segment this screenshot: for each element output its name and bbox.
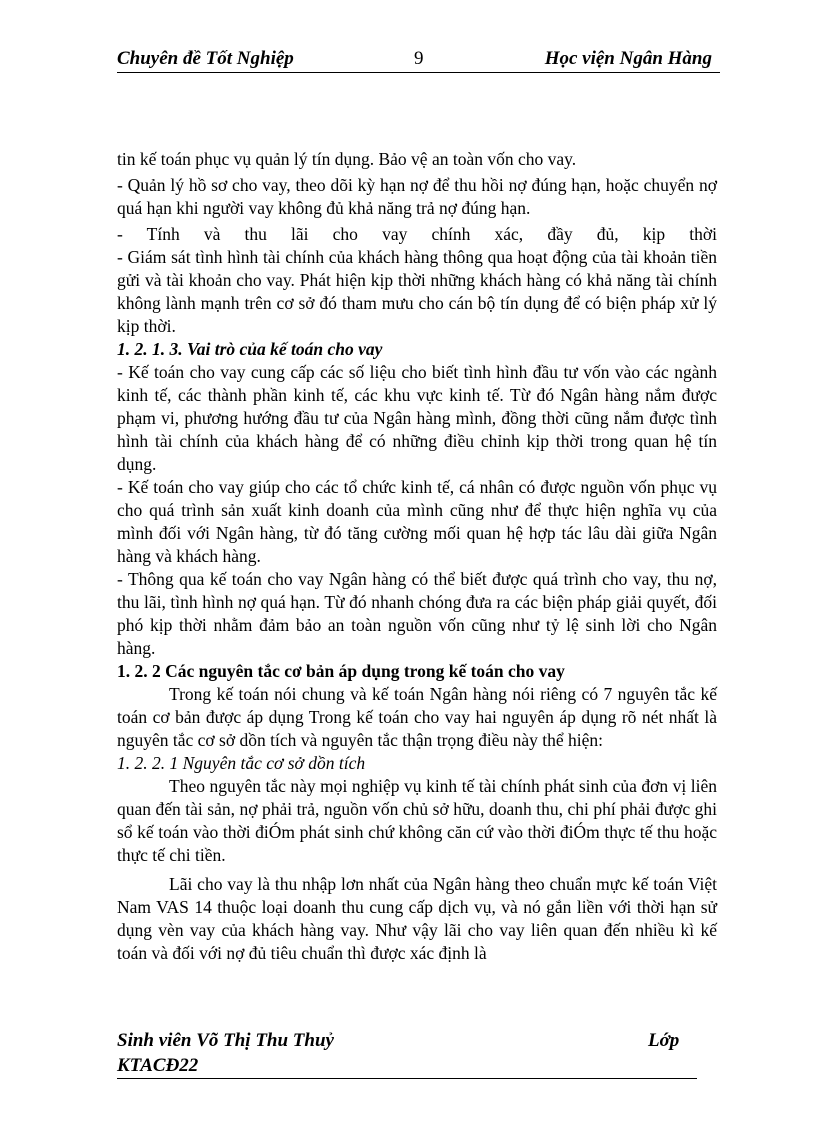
paragraph-8: Trong kế toán nói chung và kế toán Ngân hàng nói riêng có 7 nguyên tắc kế toán cơ bản được áp dụng Trong kế toán cho vay hai nguyên áp dụng rõ nét nhất là nguyên tắc cơ sở dồn tích và nguyên tắc thận trọng điều này thể hiện: — [117, 684, 717, 750]
paragraph-4: - Giám sát tình hình tài chính của khách hàng thông qua hoạt động của tài khoản tiền gửi và tài khoản cho vay. Phát hiện kịp thời những khách hàng có khả năng tài chính không lành mạnh trên cơ sở đó tham mưu cho cán bộ tín dụng để có biện pháp xử lý kịp thời. — [117, 247, 717, 336]
page-footer — [117, 1028, 697, 1079]
paragraph-7: - Thông qua kế toán cho vay Ngân hàng có thể biết được quá trình cho vay, thu nợ, thu lãi, tình hình nợ quá hạn. Từ đó nhanh chóng đưa ra các biện pháp giải quyết, đối phó kịp thời nhằm đảm bảo an toàn nguồn vốn cũng như tỷ lệ sinh lời cho Ngân hàng. — [117, 569, 717, 658]
header-institution: Học viện Ngân Hàng — [544, 48, 712, 69]
paragraph-2: - Quản lý hồ sơ cho vay, theo dõi kỳ hạn nợ để thu hồi nợ đúng hạn, hoặc chuyển nợ quá hạn khi người vay không đủ khả năng trả nợ đúng hạn. — [117, 175, 717, 218]
paragraph-1: tin kế toán phục vụ quản lý tín dụng. Bảo vệ an toàn vốn cho vay. — [117, 149, 577, 169]
page-header — [117, 44, 720, 73]
page-number: 9 — [414, 48, 424, 69]
header-title: Chuyên đề Tốt Nghiệp — [117, 48, 294, 69]
footer-class-code: KTACĐ22 — [117, 1055, 199, 1076]
footer-class-label: Lớp — [648, 1030, 680, 1051]
document-body — [117, 148, 717, 965]
paragraph-3: - Tính và thu lãi cho vay chính xác, đầy đủ, kịp thời — [117, 224, 717, 244]
paragraph-6: - Kế toán cho vay giúp cho các tổ chức kinh tế, cá nhân có được nguồn vốn phục vụ cho quá trình sản xuất kinh doanh của mình cũng như để thực hiện nghĩa vụ của mình đối với Ngân hàng, từ đó tăng cường mối quan hệ hợp tác lâu dài giữa Ngân hàng và khách hàng. — [117, 477, 717, 566]
paragraph-10: Lãi cho vay là thu nhập lơn nhất của Ngân hàng theo chuẩn mực kế toán Việt Nam VAS 14 thuộc loại doanh thu cung cấp dịch vụ, và nó gắn liền với thời hạn sử dụng vèn vay của khách hàng vay. Như vậy lãi cho vay liên quan đến nhiều kì kế toán và đối với nợ đủ tiêu chuẩn thì được xác định là — [117, 874, 717, 963]
paragraph-9: Theo nguyên tắc này mọi nghiệp vụ kinh tế tài chính phát sinh của đơn vị liên quan đến tài sản, nợ phải trả, nguồn vốn chủ sở hữu, doanh thu, chi phí phải được ghi sổ kế toán vào thời điÓm phát sinh chứ không căn cứ vào thời điÓm thực tế thu hoặc thực tế chi tiền. — [117, 776, 717, 865]
paragraph-5: - Kế toán cho vay cung cấp các số liệu cho biết tình hình đầu tư vốn vào các ngành kinh tế, các thành phần kinh tế, các khu vực kinh tế. Từ đó Ngân hàng nắm được phạm vi, phương hướng đầu tư của Ngân hàng mình, đồng thời cũng nắm được tình hình tài chính của khách hàng để có những điều chỉnh kịp thời trong quan hệ tín dụng. — [117, 362, 717, 474]
footer-student-name: Sinh viên Võ Thị Thu Thuỷ — [117, 1030, 334, 1051]
section-heading-1-2-2: 1. 2. 2 Các nguyên tắc cơ bản áp dụng trong kế toán cho vay — [117, 661, 565, 681]
section-heading-1-2-2-1: 1. 2. 2. 1 Nguyên tắc cơ sở dồn tích — [117, 753, 366, 773]
section-heading-1-2-1-3: 1. 2. 1. 3. Vai trò của kế toán cho vay — [117, 339, 383, 359]
